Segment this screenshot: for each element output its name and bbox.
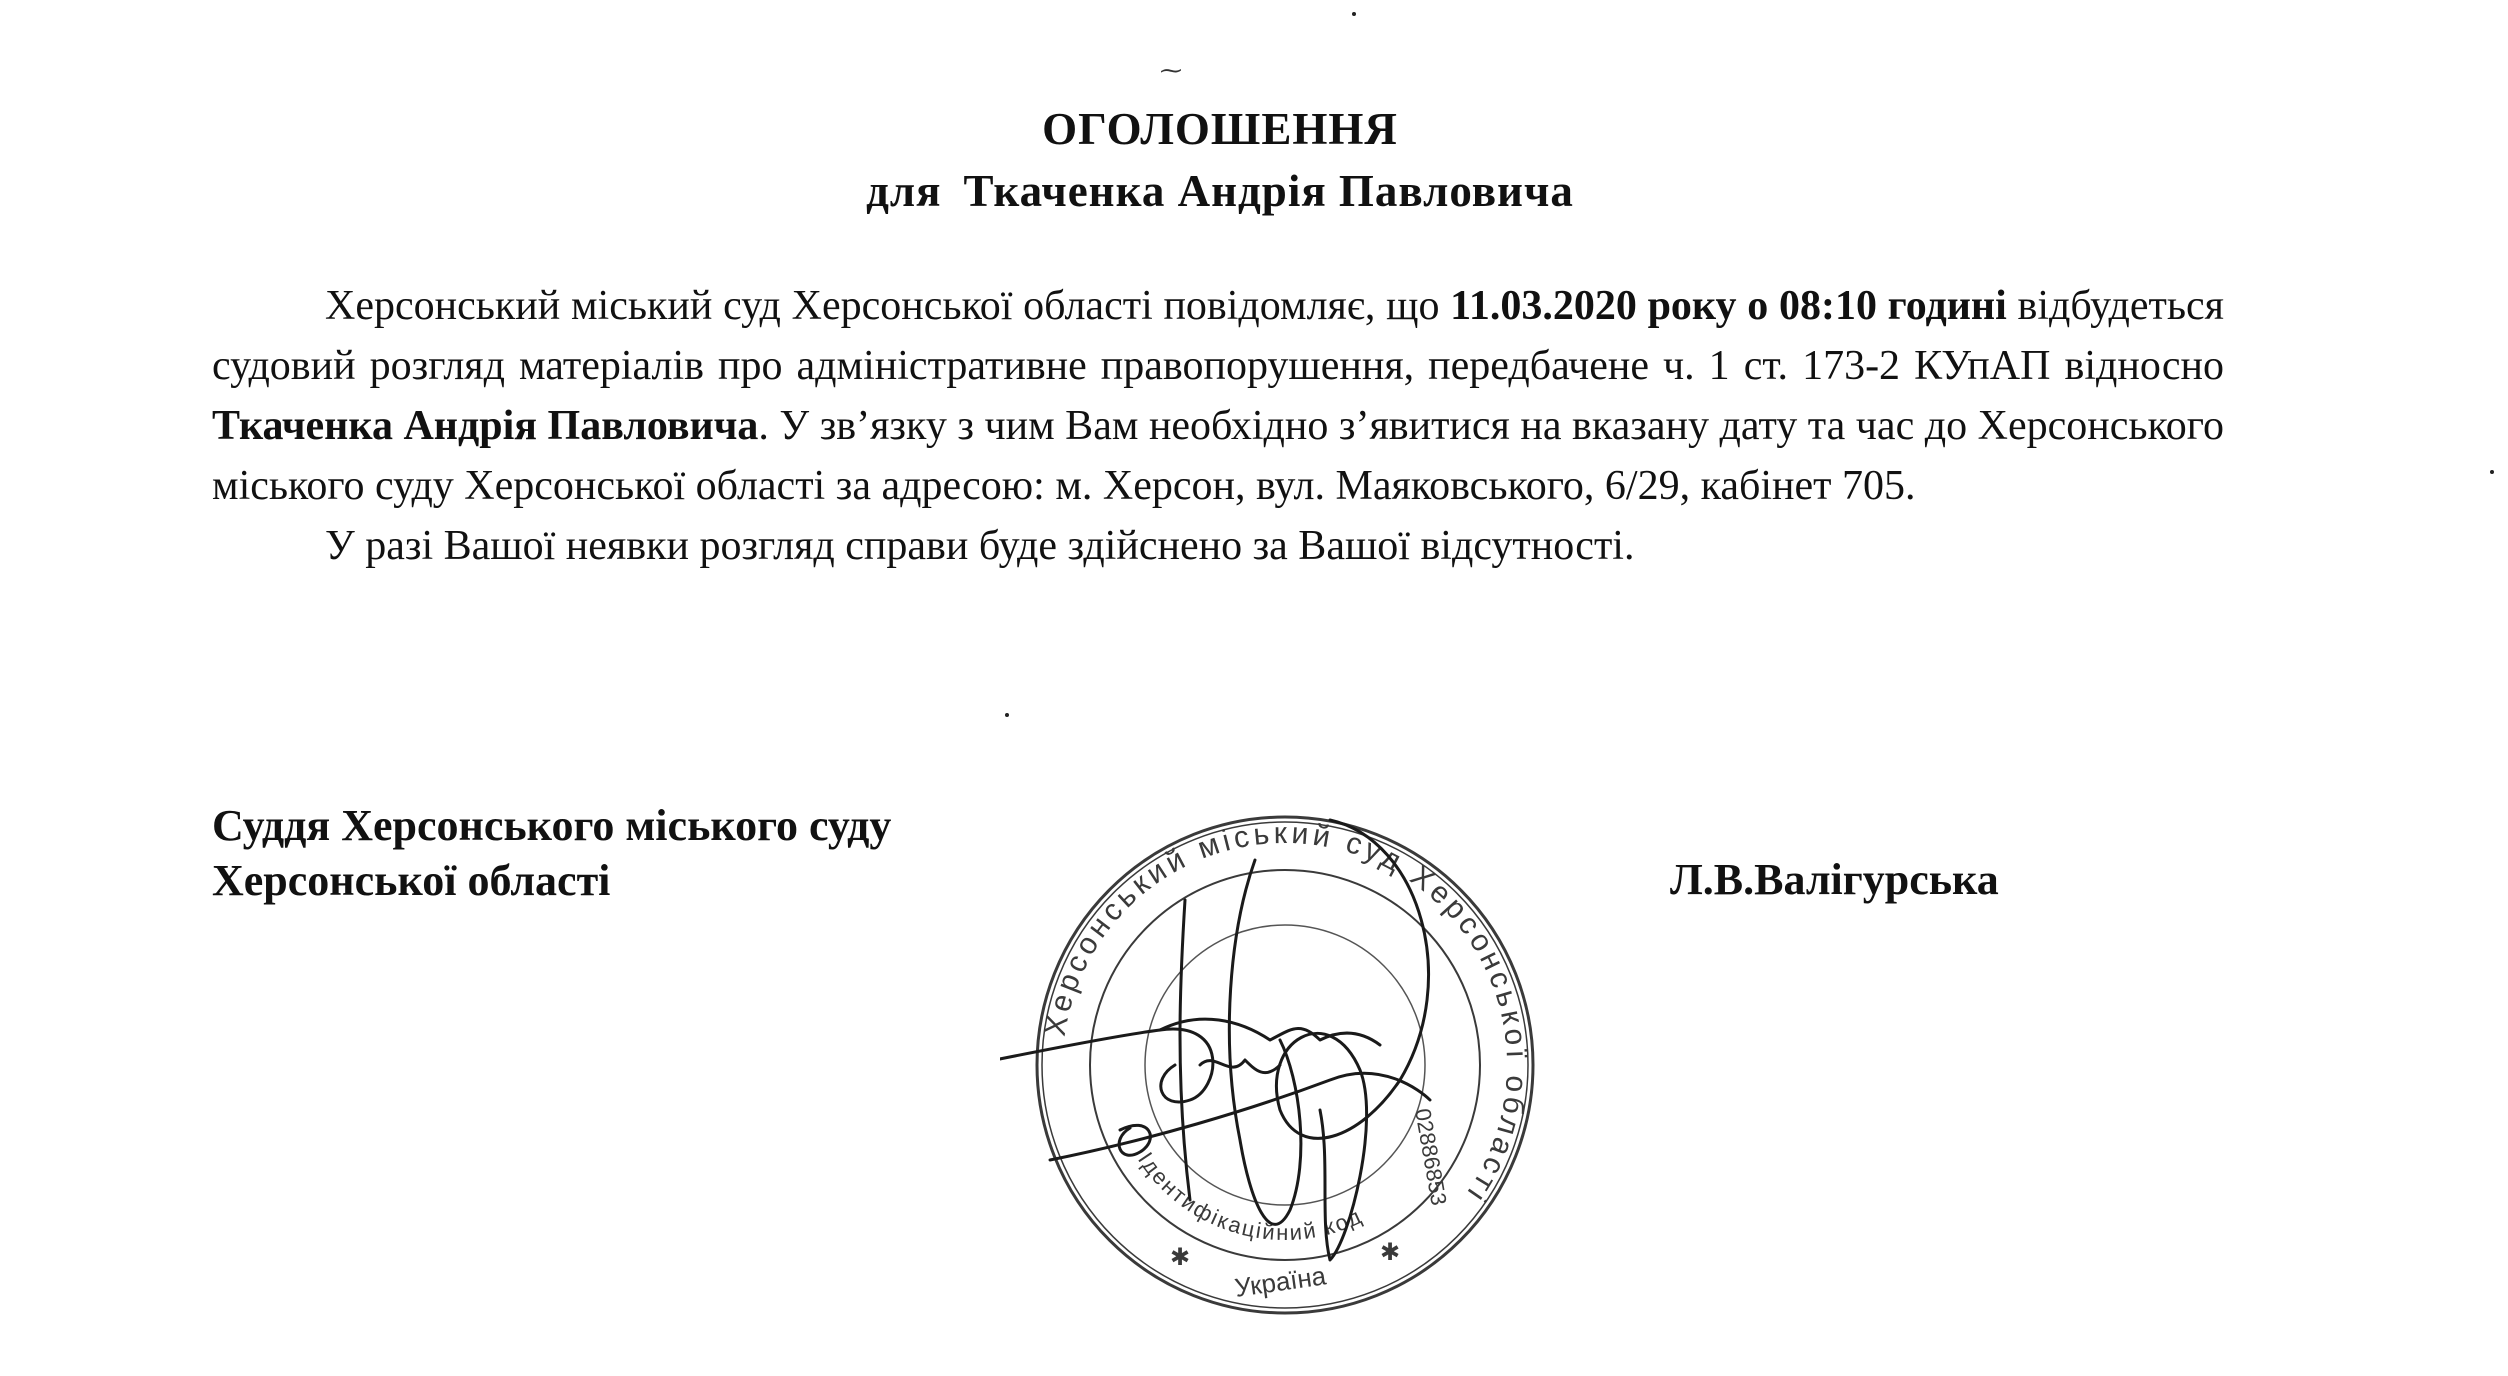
judge-position — [212, 798, 891, 908]
document-title: ОГОЛОШЕННЯ — [1042, 104, 1398, 154]
announcement-body — [212, 276, 2224, 576]
handwritten-signature — [1000, 820, 1430, 1260]
seal-code: 02886853 — [1410, 1106, 1452, 1208]
hearing-datetime: 11.03.2020 року о 08:10 годині — [1450, 283, 2007, 329]
scan-dot — [1005, 713, 1009, 717]
paragraph-text: відбудеться судовий розгляд матеріалів про адміністративне правопорушення, передбачене ч. 1 ст. 173-2 КУпАП відносно — [212, 283, 2225, 389]
judge-name: Л.В.Валігурська — [1670, 855, 1999, 904]
paragraph-text: . У зв’язку з чим Вам необхідно з’явитися на вказану дату та час до Херсонського міського суду Херсонської області за адресою: м. Херсон, вул. Маяковського, 6/29, кабінет 705. — [212, 403, 2224, 509]
judge-position-line2: Херсонської області — [212, 856, 611, 905]
document-subtitle — [0, 166, 2440, 216]
seal-star-icon: ✱ — [1170, 1245, 1191, 1271]
judge-position-line1: Суддя Херсонського міського суду — [212, 801, 892, 850]
paragraph-absence: У разі Вашої неявки розгляд справи буде здійснено за Вашої відсутності. — [325, 523, 1635, 569]
defendant-name: Ткаченка Андрія Павловича — [212, 403, 759, 449]
paragraph-main — [212, 276, 2224, 516]
scan-dot — [2490, 470, 2494, 474]
subtitle-prefix: для — [866, 166, 942, 216]
scan-dot — [1352, 12, 1356, 16]
seal-country: Україна — [1232, 1260, 1328, 1303]
court-seal — [1000, 780, 1570, 1350]
scan-mark: ⁓ — [1160, 58, 1182, 83]
seal-outer-text: Херсонський міський суд Херсонської області — [1038, 816, 1534, 1211]
paragraph-text: Херсонський міський суд Херсонської області повідомляє, що — [325, 283, 1451, 329]
seal-inner-text: Ідентифікаційний код — [1133, 1147, 1367, 1246]
subtitle-name: Ткаченка Андрія Павловича — [963, 166, 1574, 216]
seal-star-icon: ✱ — [1380, 1240, 1401, 1266]
seal-inner-ring — [1090, 870, 1480, 1260]
